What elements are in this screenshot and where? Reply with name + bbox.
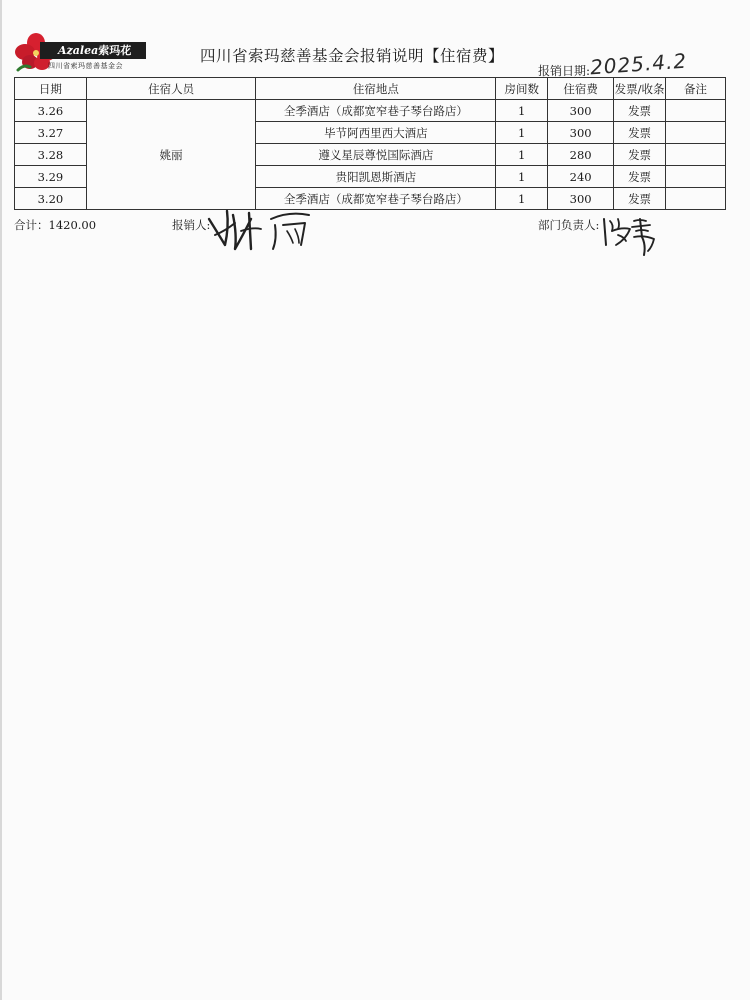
cell-note — [666, 122, 726, 144]
cell-location: 全季酒店（成都宽窄巷子琴台路店） — [256, 188, 496, 210]
table-header-row — [15, 78, 726, 100]
cell-date: 3.29 — [15, 166, 87, 188]
header-location: 住宿地点 — [256, 78, 496, 100]
cell-note — [666, 188, 726, 210]
cell-date: 3.20 — [15, 188, 87, 210]
header-rooms: 房间数 — [496, 78, 548, 100]
cell-person: 姚丽 — [86, 100, 256, 210]
cell-date: 3.27 — [15, 122, 87, 144]
header-date: 日期 — [15, 78, 87, 100]
claimant-signature — [205, 205, 320, 255]
cell-rooms: 1 — [496, 100, 548, 122]
dept-head-signature — [600, 215, 662, 260]
total-value: 1420.00 — [48, 218, 97, 232]
cell-location: 贵阳凯恩斯酒店 — [256, 166, 496, 188]
cell-rooms: 1 — [496, 166, 548, 188]
table-row — [15, 100, 726, 122]
cell-fee: 240 — [548, 166, 614, 188]
cell-location: 遵义星辰尊悦国际酒店 — [256, 144, 496, 166]
cell-date: 3.28 — [15, 144, 87, 166]
cell-receipt: 发票 — [614, 122, 666, 144]
claimant-label: 报销人: — [172, 218, 211, 232]
cell-receipt: 发票 — [614, 100, 666, 122]
cell-fee: 300 — [548, 122, 614, 144]
dept-head-label: 部门负责人: — [538, 218, 600, 232]
cell-note — [666, 166, 726, 188]
cell-rooms: 1 — [496, 144, 548, 166]
lodging-table — [14, 77, 726, 210]
document-title: 四川省索玛慈善基金会报销说明【住宿费】 — [200, 47, 505, 65]
header-note: 备注 — [666, 78, 726, 100]
cell-rooms: 1 — [496, 122, 548, 144]
foundation-logo — [14, 32, 134, 74]
cell-receipt: 发票 — [614, 144, 666, 166]
cell-receipt: 发票 — [614, 188, 666, 210]
total-label: 合计： — [14, 218, 49, 232]
cell-fee: 280 — [548, 144, 614, 166]
cell-location: 毕节阿西里西大酒店 — [256, 122, 496, 144]
header-receipt: 发票/收条 — [614, 78, 666, 100]
header-fee: 住宿费 — [548, 78, 614, 100]
cell-receipt: 发票 — [614, 166, 666, 188]
cell-location: 全季酒店（成都宽窄巷子琴台路店） — [256, 100, 496, 122]
cell-fee: 300 — [548, 100, 614, 122]
logo-brand-bar — [40, 42, 146, 59]
logo-subtitle: 四川省索玛慈善基金会 — [48, 62, 123, 70]
cell-note — [666, 100, 726, 122]
logo-brand-cn: 索玛花 — [98, 44, 132, 57]
logo-brand-en: Azalea — [58, 44, 99, 57]
cell-fee: 300 — [548, 188, 614, 210]
reimburse-date-label: 报销日期: — [538, 64, 591, 78]
reimburse-date-value: 2025.4.2 — [589, 48, 688, 80]
cell-note — [666, 144, 726, 166]
cell-date: 3.26 — [15, 100, 87, 122]
total-line — [14, 217, 96, 233]
header-person: 住宿人员 — [86, 78, 256, 100]
cell-rooms: 1 — [496, 188, 548, 210]
